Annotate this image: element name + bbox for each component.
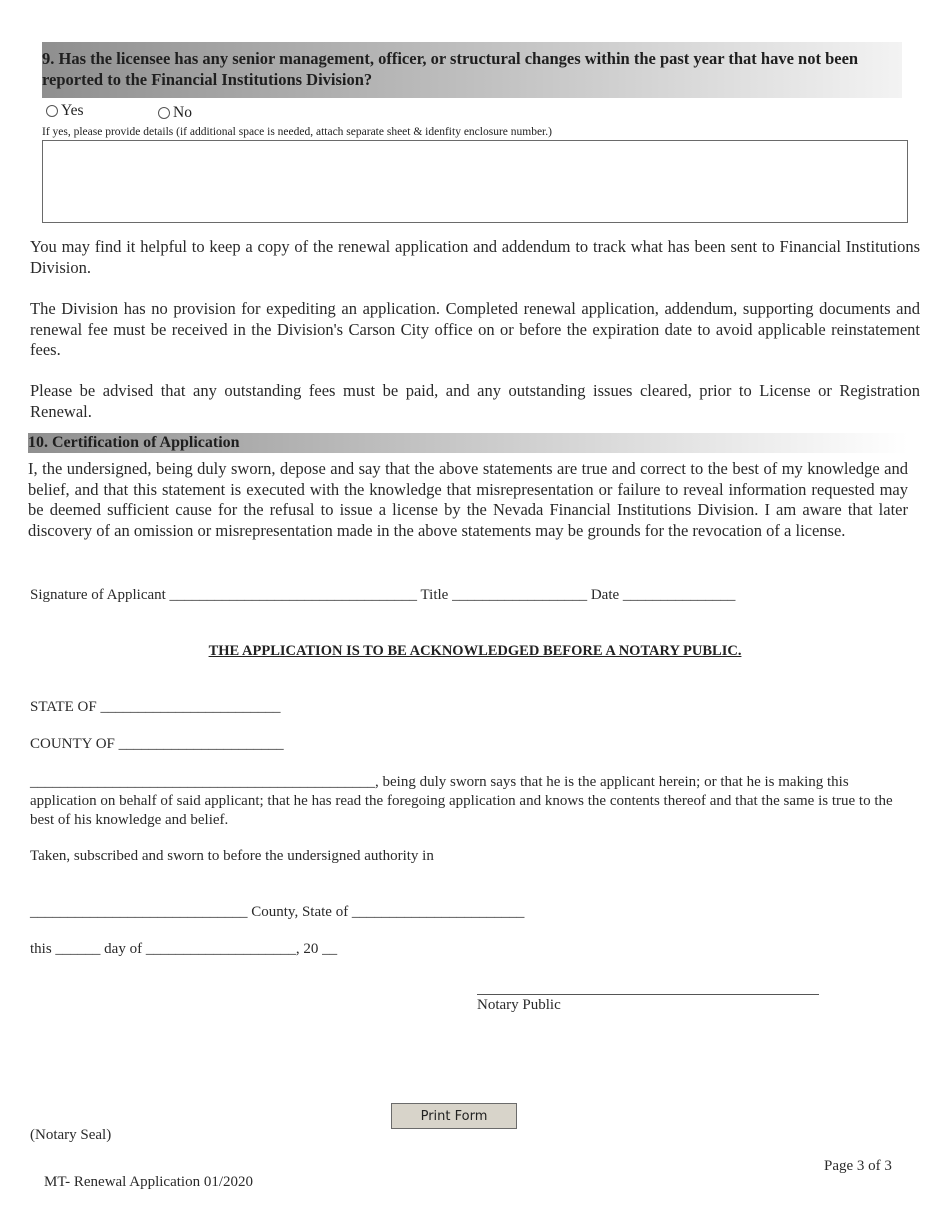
sworn-statement: ______________________________________________, being duly sworn says that he is the applicant herein; or that he is making this application on behalf of said applicant; that he has read the foregoing application and knows the contents thereof and that the same is true to the best of his knowledge and belief. (30, 774, 893, 828)
paragraph-expediting: The Division has no provision for expediting an application. Completed renewal application, addendum, supporting documents and renewal fee must be received in the Division's Carson City office on or before the expiration date to avoid applicable reinstatement fees. (30, 299, 920, 359)
radio-no[interactable] (158, 104, 192, 122)
signature-line: Signature of Applicant _________________________________ Title __________________ Date _______________ (30, 587, 736, 603)
form-id: MT- Renewal Application 01/2020 (44, 1174, 254, 1190)
notary-heading: THE APPLICATION IS TO BE ACKNOWLEDGED BEFORE A NOTARY PUBLIC. (208, 643, 742, 659)
details-note: If yes, please provide details (if additional space is needed, attach separate sheet & idenfity enclosure number.) (42, 126, 552, 138)
radio-circle-icon[interactable] (158, 107, 170, 119)
radio-no-label: No (173, 104, 192, 121)
paragraph-keep-copy: You may find it helpful to keep a copy of the renewal application and addendum to track what has been sent to Financial Institutions Division. (30, 237, 920, 277)
paragraph-outstanding-fees: Please be advised that any outstanding fees must be paid, and any outstanding issues cleared, prior to License or Registration Renewal. (30, 381, 920, 421)
date-line: this ______ day of ____________________, 20 __ (30, 941, 338, 957)
details-textarea[interactable] (42, 140, 908, 223)
page-number: Page 3 of 3 (824, 1158, 892, 1174)
question-9-header: 9. Has the licensee has any senior management, officer, or structural changes within the past year that have not been reported to the Financial Institutions Division? (42, 42, 902, 98)
county-of-line: COUNTY OF ______________________ (30, 736, 284, 752)
print-form-button[interactable]: Print Form (391, 1103, 517, 1129)
radio-yes-label: Yes (61, 102, 84, 119)
radio-circle-icon[interactable] (46, 105, 58, 117)
county-state-line: _____________________________ County, State of _______________________ (30, 904, 525, 920)
section-10-header: 10. Certification of Application (28, 433, 908, 453)
state-of-line: STATE OF ________________________ (30, 699, 281, 715)
notary-seal-label: (Notary Seal) (30, 1127, 112, 1143)
notary-signature-line (477, 994, 819, 995)
notary-public-label: Notary Public (477, 997, 561, 1013)
radio-yes[interactable] (46, 102, 84, 120)
certification-text: I, the undersigned, being duly sworn, depose and say that the above statements are true and correct to the best of my knowledge and belief, and that this statement is executed with the knowledge that misrepresentation or failure to reveal information requested may be deemed sufficient cause for the refusal to issue a license by the Nevada Financial Institutions Division. I am aware that later discovery of an omission or misrepresentation made in the above statements may be grounds for the revocation of a license. (28, 459, 908, 540)
taken-subscribed-text: Taken, subscribed and sworn to before the undersigned authority in (30, 848, 434, 864)
